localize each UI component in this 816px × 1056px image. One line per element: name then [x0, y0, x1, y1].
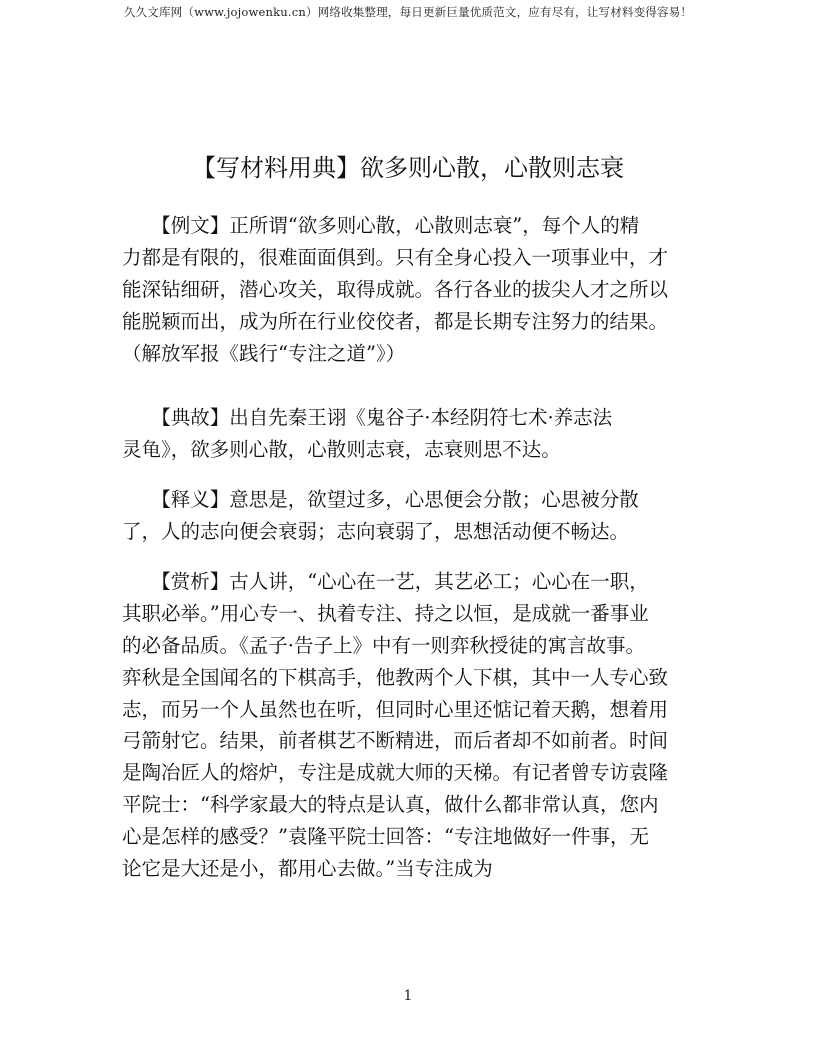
text-line: 是陶冶匠人的熔炉，专注是成就大师的天梯。有记者曾专访袁隆 — [122, 761, 669, 785]
text-line: 心是怎样的感受？”袁隆平院士回答：“专注地做好一件事，无 — [122, 825, 649, 849]
document-title: 【写材料用典】欲多则心散，心散则志衰 — [192, 154, 624, 182]
text-line: 其职必举。”用心专一、执着专注、持之以恒，是成就一番事业 — [122, 601, 649, 625]
text-line: 志，而另一个人虽然也在听，但同时心里还惦记着天鹅，想着用 — [122, 697, 669, 721]
text-line: 的必备品质。《孟子·告子上》中有一则弈秋授徒的寓言故事。 — [122, 633, 645, 657]
text-line: （解放军报《践行“专注之道”》） — [122, 342, 406, 365]
text-line: 弓箭射它。结果，前者棋艺不断精进，而后者却不如前者。时间 — [122, 729, 669, 753]
text-line: 【赏析】古人讲，“心心在一艺，其艺必工；心心在一职， — [122, 570, 649, 593]
section-interpretation — [122, 484, 722, 548]
section-allusion — [122, 402, 722, 466]
text-line: 论它是大还是小，都用心去做。”当专注成为 — [122, 857, 493, 881]
text-line: 能深钻细研，潜心攻关，取得成就。各行各业的拔尖人才之所以 — [122, 278, 669, 301]
text-line: 【释义】意思是，欲望过多，心思便会分散；心思被分散 — [122, 488, 639, 511]
text-line: 灵龟》，欲多则心散，心散则志衰，志衰则思不达。 — [122, 438, 561, 461]
section-example — [122, 210, 722, 370]
section-appreciation — [122, 566, 722, 885]
text-line: 力都是有限的，很难面面俱到。只有全身心投入一项事业中，才 — [122, 246, 669, 269]
text-line: 弈秋是全国闻名的下棋高手，他教两个人下棋，其中一人专心致 — [122, 665, 669, 689]
text-line: 【例文】正所谓“欲多则心散，心散则志衰”，每个人的精 — [122, 214, 640, 237]
text-line: 【典故】出自先秦王诩《鬼谷子·本经阴符七术·养志法 — [122, 406, 613, 429]
text-line: 平院士：“科学家最大的特点是认真，做什么都非常认真，您内 — [122, 793, 659, 817]
text-line: 了，人的志向便会衰弱；志向衰弱了，思想活动便不畅达。 — [122, 520, 630, 543]
text-line: 能脱颖而出，成为所在行业佼佼者，都是长期专注努力的结果。 — [122, 310, 669, 333]
site-header-notice: 久久文库网（www.jojowenku.cn）网络收集整理，每日更新巨量优质范文，应有尽有，让写材料变得容易！ — [123, 5, 693, 19]
page-number: 1 — [403, 988, 413, 1004]
